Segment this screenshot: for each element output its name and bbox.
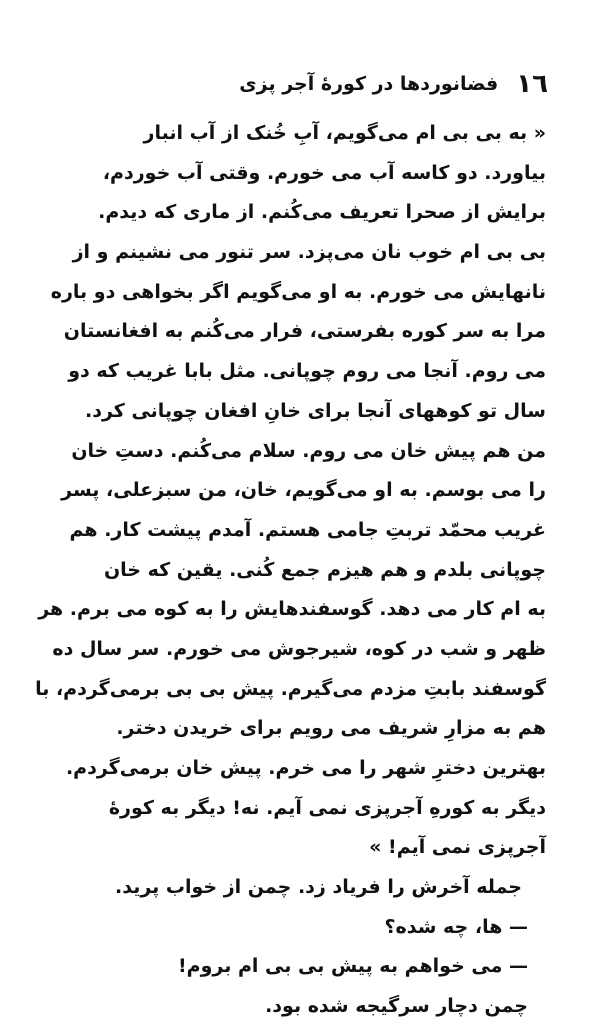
text-line: چمن دچار سرگیجه شده بود.: [265, 995, 528, 1018]
text-line: بهترین دخترِ شهر را می خرم. پیش خان برمی‌گردم.: [65, 757, 546, 779]
text-line: چوپانی بلدم و هم هیزم جمع کُنی. یقین که خان: [103, 558, 546, 581]
page-number: ١٦: [516, 69, 548, 99]
text-line: سال تو کوههای آنجا برای خانِ افغان چوپانی کرد.: [85, 399, 546, 422]
text-line: ظهر و شب در کوه، شیرجوش می خورم. سر سال ده: [52, 637, 546, 660]
text-line: نانهایش می خورم. به او می‌گویم اگر بخواهی دو باره: [50, 280, 546, 303]
text-line: مرا به سر کوره بفرستی، فرار می‌کُنم به افغانستان: [63, 320, 546, 343]
text-line: به ام کار می دهد. گوسفندهایش را به کوه می برم. هر: [38, 598, 546, 621]
text-line: را می بوسم. به او می‌گویم، خان، من سبزعلی، پسر: [61, 479, 546, 502]
text-line: بیاورد. دو کاسه آب می خورم. وقتی آب خوردم،: [102, 161, 546, 184]
dialog-line: — ها، چه شده؟: [384, 915, 528, 938]
body-text: [35, 114, 546, 1027]
text-line: هم به مزارِ شریف می رویم برای خریدن دختر.: [116, 717, 546, 740]
text-line: من هم پیش خان می روم. سلام می‌کُنم. دستِ خان: [71, 439, 546, 462]
text-line: برایش از صحرا تعریف می‌کُنم. از ماری که دیدم.: [98, 201, 546, 224]
page-header: [108, 64, 548, 104]
running-title: فضانوردها در کورهٔ آجر پزی: [239, 73, 499, 95]
text-line: غریب محمّد تربتِ جامی هستم. آمدم پیشت کار. هم: [69, 518, 546, 541]
text-line: بی بی ام خوب نان می‌پزد. سر تنور می نشینم و از: [72, 241, 546, 264]
text-line: « به بی بی ام می‌گویم، آبِ خُنک از آب انبار: [143, 122, 546, 144]
dialog-line: — می خواهم به پیش بی بی ام بروم!: [177, 955, 528, 978]
text-line: جمله آخرش را فریاد زد. چمن از خواب پرید.: [115, 876, 522, 899]
text-line: می روم. آنجا می روم چوپانی. مثل بابا غریب که دو: [68, 360, 546, 383]
text-line: آجرپزی نمی آیم! »: [369, 836, 546, 859]
text-line: گوسفند بابتِ مزدم می‌گیرم. پیش بی بی برمی‌گردم، با: [35, 677, 546, 700]
text-line: دیگر به کورهِ آجرپزی نمی آیم. نه! دیگر به کورهٔ: [108, 796, 546, 819]
